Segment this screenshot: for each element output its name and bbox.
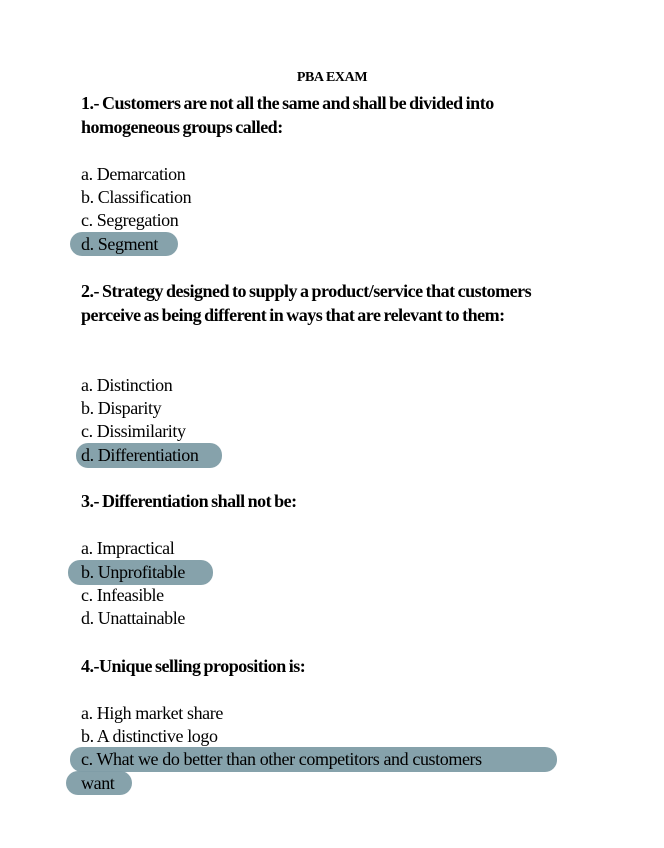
q4-option-c: c. What we do better than other competitors and customers (81, 749, 482, 769)
q3-option-c: c. Infeasible (81, 585, 164, 605)
page-title: PBA EXAM (296, 70, 368, 85)
question-2-text: 2.- Strategy designed to supply a product/service that customers perceive as being different in ways that are relevant to them: (81, 281, 532, 325)
q3-option-a: a. Impractical (81, 538, 175, 558)
q3-option-d: d. Unattainable (81, 608, 185, 628)
q4-option-c-continuation: want (81, 773, 115, 793)
question-1-text: 1.- Customers are not all the same and shall be divided into homogeneous groups called: (81, 93, 494, 137)
q2-option-b: b. Disparity (81, 398, 162, 418)
q1-option-c: c. Segregation (81, 210, 179, 230)
q1-option-b: b. Classification (81, 187, 192, 207)
q1-option-d: d. Segment (81, 234, 158, 254)
q2-option-a: a. Distinction (81, 375, 173, 395)
q2-option-c: c. Dissimilarity (81, 421, 186, 441)
q4-option-a: a. High market share (81, 703, 223, 723)
question-4-text: 4.-Unique selling proposition is: (81, 656, 306, 676)
question-3-text: 3.- Differentiation shall not be: (81, 491, 297, 511)
q2-option-d: d. Differentiation (81, 445, 199, 465)
q4-option-b: b. A distinctive logo (81, 726, 218, 746)
q1-option-a: a. Demarcation (81, 164, 186, 184)
q3-option-b: b. Unprofitable (81, 562, 185, 582)
